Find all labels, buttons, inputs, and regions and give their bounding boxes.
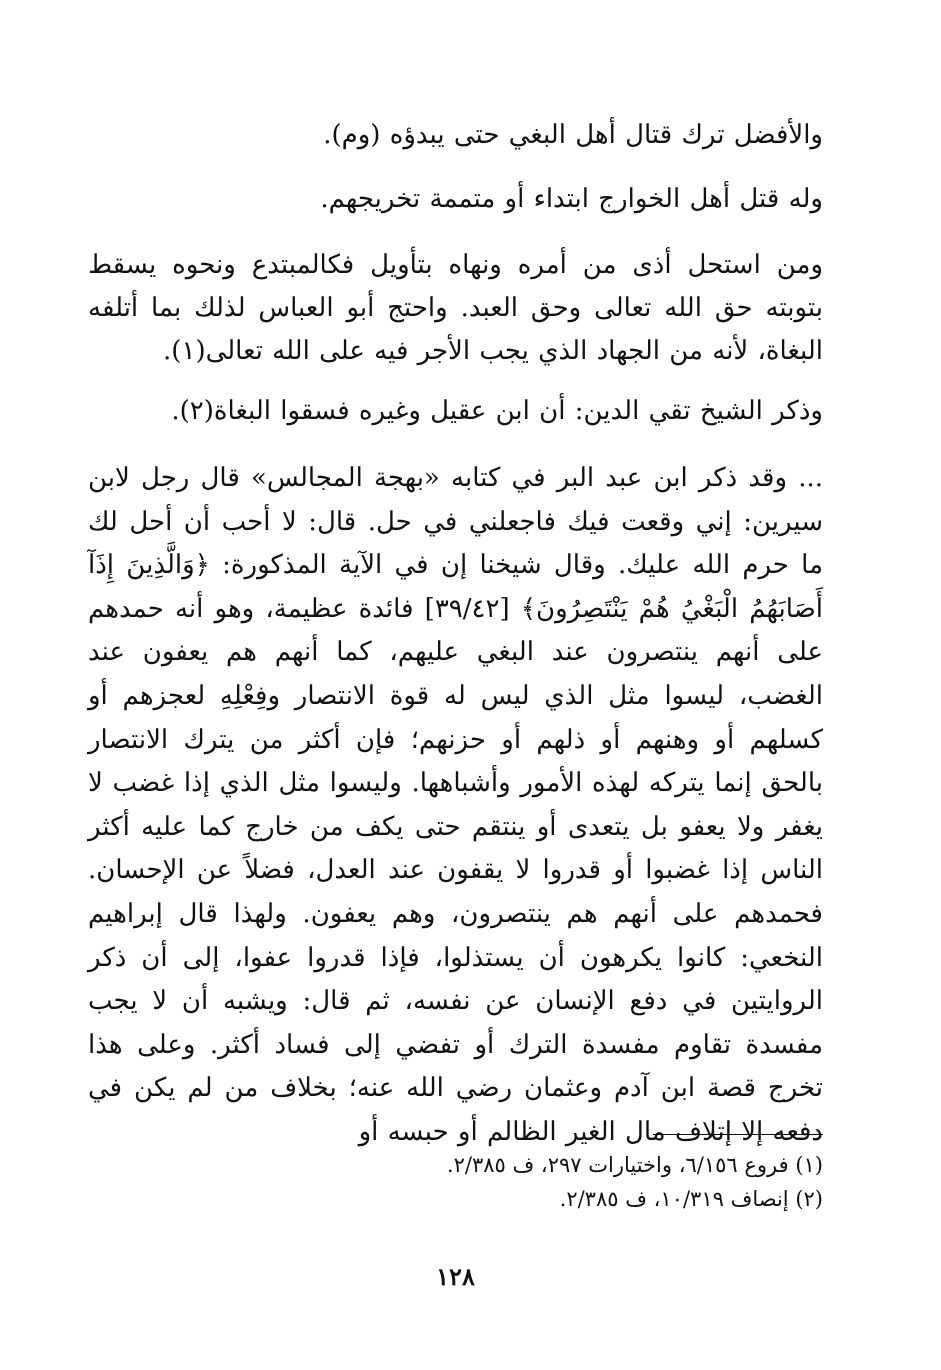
- footnotes: [88, 1148, 823, 1216]
- footnote-separator: [653, 1134, 823, 1135]
- paragraph-1: والأفضل ترك قتال أهل البغي حتى يبدؤه (وم).: [323, 120, 823, 150]
- paragraph-4: وذكر الشيخ تقي الدين: أن ابن عقيل وغيره فسقوا البغاة(٢).: [171, 396, 823, 426]
- page-number: ١٢٨: [436, 1262, 475, 1291]
- footnote-2: (٢) إنصاف ١٠/٣١٩، ف ٢/٣٨٥.: [559, 1187, 823, 1211]
- paragraph-3: ومن استحل أذى من أمره ونهاه بتأويل فكالمبتدع ونحوه يسقط بتوبته حق الله تعالى وحق العبد. واحتج أبو العباس لذلك بما أتلفه البغاة، لأنه من الجهاد الذي يجب الأجر فيه على الله تعالى(١).: [88, 250, 823, 366]
- footnote-1: (١) فروع ٦/١٥٦، واختيارات ٢٩٧، ف ٢/٣٨٥.: [446, 1153, 823, 1177]
- paragraph-2: وله قتل أهل الخوارج ابتداء أو متممة تخريجهم.: [320, 184, 823, 214]
- document-page: [88, 0, 823, 1370]
- paragraph-5: ... وقد ذكر ابن عبد البر في كتابه «بهجة المجالس» قال رجل لابن سيرين: إني وقعت فيك فاجعلني في حل. قال: لا أحب أن أحل لك ما حرم الله عليك. وقال شيخنا إن في الآية المذكورة: ﴿وَالَّذِينَ إِذَآ أَصَابَهُمُ الْبَغْيُ هُمْ يَنْتَصِرُونَ﴾ [٣٩/٤٢] فائدة عظيمة، وهو أنه حمدهم على أنهم ينتصرون عند البغي عليهم، كما أنهم هم يعفون عند الغضب، ليسوا مثل الذي ليس له قوة الانتصار وفِعْلِهِ لعجزهم أو كسلهم أو وهنهم أو ذلهم أو حزنهم؛ فإن أكثر من يترك الانتصار بالحق إنما يتركه لهذه الأمور وأشباهها. وليسوا مثل الذي إذا غضب لا يغفر ولا يعفو بل يتعدى أو ينتقم حتى يكف من خارج كما عليه أكثر الناس إذا غضبوا أو قدروا لا يقفون عند العدل، فضلاً عن الإحسان. فحمدهم على أنهم هم ينتصرون، وهم يعفون. ولهذا قال إبراهيم النخعي: كانوا يكرهون أن يستذلوا، فإذا قدروا عفوا، إلى أن ذكر الروايتين في دفع الإنسان عن نفسه، ثم قال: ويشبه أن لا يجب مفسدة تقاوم مفسدة الترك أو تفضي إلى فساد أكثر. وعلى هذا تخرج قصة ابن آدم وعثمان رضي الله عنه؛ بخلاف من لم يكن في دفعه إلا إتلاف مال الغير الظالم أو حبسه أو: [88, 463, 823, 1147]
